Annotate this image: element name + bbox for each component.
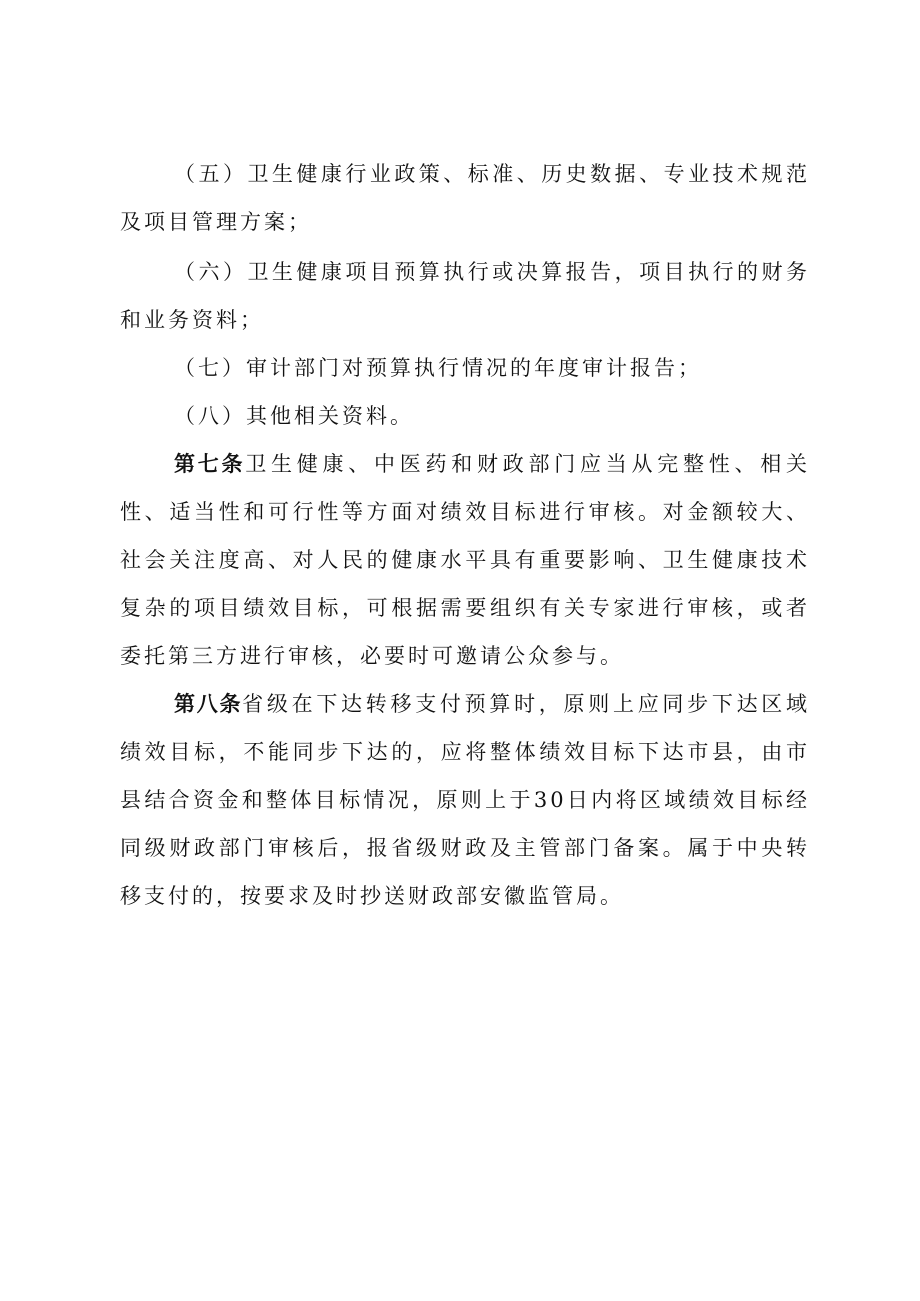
paragraph-item-8: （八）其他相关资料。	[174, 404, 414, 428]
article-7-heading: 第七条	[174, 452, 246, 476]
paragraph-item-6: （六）卫生健康项目预算执行或决算报告，项目执行的财务和业务资料；	[120, 260, 810, 332]
paragraph-item-5: （五）卫生健康行业政策、标准、历史数据、专业技术规范及项目管理方案；	[120, 162, 810, 234]
article-7-body: 卫生健康、中医药和财政部门应当从完整性、相关性、适当性和可行性等方面对绩效目标进行审核。对金额较大、社会关注度高、对人民的健康水平具有重要影响、卫生健康技术复杂的项目绩效目标，可根据需要组织有关专家进行审核，或者委托第三方进行审核，必要时可邀请公众参与。	[120, 452, 810, 668]
article-8-body: 省级在下达转移支付预算时，原则上应同步下达区域绩效目标，不能同步下达的，应将整体绩效目标下达市县，由市县结合资金和整体目标情况，原则上于30日内将区域绩效目标经同级财政部门审核后，报省级财政及主管部门备案。属于中央转移支付的，按要求及时抄送财政部安徽监管局。	[120, 692, 811, 908]
article-7-paragraph	[120, 440, 810, 680]
article-8-paragraph	[120, 680, 810, 920]
paragraph-item-7: （七）审计部门对预算执行情况的年度审计报告；	[174, 356, 702, 380]
article-8-heading: 第八条	[174, 692, 243, 716]
